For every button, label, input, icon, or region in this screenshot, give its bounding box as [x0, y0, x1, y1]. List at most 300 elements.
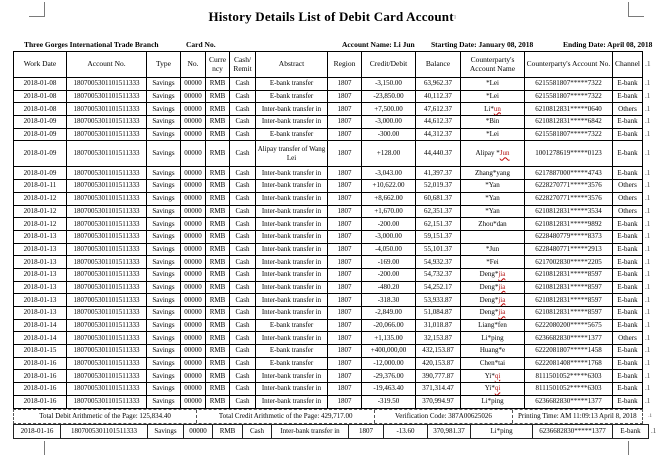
cell-account-no: 1807005301101511333: [67, 218, 147, 231]
cell-balance: 55,101.37: [416, 243, 461, 256]
cell-cp-account-name: *Yan: [461, 205, 525, 218]
total-debit: Total Debit Arithmetic of the Page: 125,834.40: [39, 412, 171, 420]
cell-cp-account-name: Alipay *Jun: [461, 141, 525, 167]
cell-balance: 44,612.37: [416, 116, 461, 129]
cell-cp-account-no: 8111501052*****6303: [525, 370, 613, 383]
cell-cp-account-no: 6222081807*****1458: [525, 345, 613, 358]
paragraph-mark: .1: [645, 270, 651, 279]
cell-no: 00000: [181, 192, 206, 205]
cell-cp-account-no: 6215581807*****7322: [525, 128, 613, 141]
paragraph-mark: .1: [645, 321, 651, 330]
cell-abstract: Inter-bank transfer in: [256, 243, 328, 256]
cell-no: 00000: [181, 332, 206, 345]
cell-currency: RMB: [206, 319, 230, 332]
cell-type: Savings: [147, 294, 181, 307]
cell-no: 00000: [181, 370, 206, 383]
cell-cp-account-name: *Lei: [461, 78, 525, 91]
cell-type: Savings: [147, 383, 181, 396]
cell-region: 1807: [328, 128, 362, 141]
cell-account-no: 1807005301101511333: [67, 78, 147, 91]
table-row: [14, 357, 654, 370]
cell-channel: E-bank: [613, 307, 643, 320]
cell-balance: 44,440.37: [416, 141, 461, 167]
cell-credit-debit: +10,622.00: [362, 180, 416, 193]
cell-currency: RMB: [206, 230, 230, 243]
cell-work-date: 2018-01-16: [14, 383, 67, 396]
cell-abstract: Inter-bank transfer in: [256, 256, 328, 269]
cell-abstract: Inter-bank transfer in: [256, 383, 328, 396]
header-abstract: Abstract: [256, 52, 328, 78]
cell-cash-remit: Cash: [230, 167, 256, 180]
cell-credit-debit: -480.20: [362, 281, 416, 294]
cell-region: 1807: [328, 383, 362, 396]
cell-abstract: E-bank transfer: [256, 78, 328, 91]
cell-channel: E-bank: [613, 78, 643, 91]
cell-balance: 51,084.87: [416, 307, 461, 320]
cell-channel: E-bank: [613, 425, 649, 439]
cell-cp-account-name: Zhou*dan: [461, 218, 525, 231]
cell-cp-account-name: Li*ping: [461, 395, 525, 408]
cell-abstract: Inter-bank transfer in: [256, 116, 328, 129]
cell-cp-account-no: 6228480779*****8373: [525, 230, 613, 243]
cell-balance: 32,153.87: [416, 332, 461, 345]
cell-region: 1807: [328, 256, 362, 269]
cell-credit-debit: +8,662.00: [362, 192, 416, 205]
cell-cp-account-no: 6210812831*****8597: [525, 307, 613, 320]
cell-cash-remit: Cash: [230, 180, 256, 193]
cell-currency: RMB: [213, 425, 243, 439]
cell-work-date: 2018-01-16: [14, 357, 67, 370]
cell-currency: RMB: [206, 78, 230, 91]
cell-no: 00000: [181, 167, 206, 180]
cell-cash-remit: Cash: [230, 90, 256, 103]
cell-balance: 390,777.87: [416, 370, 461, 383]
cell-cp-account-no: 6210812831*****9892: [525, 218, 613, 231]
cell-type: Savings: [147, 319, 181, 332]
red-annotation-mark: jia: [498, 295, 506, 304]
table-row: [14, 383, 654, 396]
cell-abstract: Inter-bank transfer in: [256, 281, 328, 294]
cell-type: Savings: [147, 230, 181, 243]
cell-work-date: 2018-01-09: [14, 167, 67, 180]
header-account-no: Account No.: [67, 52, 147, 78]
paragraph-mark: .1: [645, 371, 651, 380]
cell-cash-remit: Cash: [230, 192, 256, 205]
cell-account-no: 1807005301101511333: [67, 230, 147, 243]
paragraph-mark: .1: [645, 257, 651, 266]
cell-work-date: 2018-01-09: [14, 128, 67, 141]
cell-abstract: Inter-bank transfer in: [256, 180, 328, 193]
cell-cp-account-no: 8111501052*****6303: [525, 383, 613, 396]
cell-currency: RMB: [206, 256, 230, 269]
cell-account-no: 1807005301101511333: [67, 243, 147, 256]
cell-cp-account-no: 6228270771*****3576: [525, 180, 613, 193]
cell-cp-account-name: Li*un: [461, 103, 525, 116]
cell-abstract: Inter-bank transfer in: [256, 307, 328, 320]
cell-account-no: 1807005301101511333: [67, 345, 147, 358]
cell-type: Savings: [147, 78, 181, 91]
cell-type: Savings: [147, 218, 181, 231]
cell-credit-debit: -200.00: [362, 218, 416, 231]
cell-balance: 52,019.37: [416, 180, 461, 193]
page-totals-footer: [13, 409, 652, 424]
header-credit-debit: Credit/Debit: [362, 52, 416, 78]
paragraph-mark: .1: [645, 282, 651, 291]
cell-type: Savings: [147, 281, 181, 294]
cell-type: Savings: [147, 357, 181, 370]
cell-currency: RMB: [206, 370, 230, 383]
cell-type: Savings: [147, 256, 181, 269]
ending-date: Ending Date: April 08, 2018: [563, 40, 653, 49]
table-row: [14, 395, 654, 408]
cell-work-date: 2018-01-13: [14, 268, 67, 281]
cell-channel: E-bank: [613, 281, 643, 294]
cell-no: 00000: [181, 180, 206, 193]
cell-account-no: 1807005301101511333: [67, 357, 147, 370]
cell-no: 00000: [181, 357, 206, 370]
cell-channel: E-bank: [613, 141, 643, 167]
table-row: [14, 180, 654, 193]
red-annotation-mark: qi: [494, 384, 501, 393]
cell-channel: E-bank: [613, 256, 643, 269]
cell-cp-account-no: 6210812831*****8597: [525, 294, 613, 307]
cell-region: 1807: [328, 319, 362, 332]
red-annotation-mark: qi: [494, 371, 501, 380]
cell-channel: E-bank: [613, 357, 643, 370]
cell-region: 1807: [328, 192, 362, 205]
cell-cp-account-no: 6222081408*****1768: [525, 357, 613, 370]
cell-region: 1807: [328, 332, 362, 345]
cell-currency: RMB: [206, 167, 230, 180]
paragraph-mark: .1: [648, 414, 652, 419]
table-row: [14, 103, 654, 116]
cell-credit-debit: -19,463.40: [362, 383, 416, 396]
cell-currency: RMB: [206, 357, 230, 370]
cell-cash-remit: Cash: [230, 78, 256, 91]
card-no-label: Card No.: [186, 40, 216, 49]
cell-account-no: 1807005301101511333: [67, 103, 147, 116]
cell-no: 00000: [184, 425, 213, 439]
header-no: No.: [181, 52, 206, 78]
cell-type: Savings: [147, 128, 181, 141]
cell-channel: Others: [613, 103, 643, 116]
red-annotation-mark: Jun: [499, 149, 510, 158]
table-row: [14, 116, 654, 129]
cell-region: 1807: [328, 90, 362, 103]
cell-balance: 31,018.87: [416, 319, 461, 332]
cell-abstract: Inter-bank transfer in: [256, 230, 328, 243]
cell-region: 1807: [328, 167, 362, 180]
cell-account-no: 1807005301101511333: [67, 90, 147, 103]
cell-cp-account-name: Yi*qi: [461, 370, 525, 383]
table-row: [14, 192, 654, 205]
cell-work-date: 2018-01-13: [14, 230, 67, 243]
cell-cp-account-no: 6215581807*****7322: [525, 78, 613, 91]
cell-account-no: 1807005301101511333: [67, 256, 147, 269]
cell-region: 1807: [328, 180, 362, 193]
cell-cp-account-name: Chen*tai: [461, 357, 525, 370]
cell-cp-account-name: *Bin: [461, 116, 525, 129]
paragraph-mark: .1: [645, 181, 651, 190]
header-work-date: Work Date: [14, 52, 67, 78]
cell-no: 00000: [181, 78, 206, 91]
cell-credit-debit: -13.60: [384, 425, 428, 439]
cell-cash-remit: Cash: [230, 294, 256, 307]
cell-cash-remit: Cash: [230, 332, 256, 345]
cell-channel: E-bank: [613, 90, 643, 103]
cell-currency: RMB: [206, 307, 230, 320]
cell-region: 1807: [328, 103, 362, 116]
red-annotation-mark: jia: [498, 270, 506, 279]
cell-work-date: 2018-01-09: [14, 141, 67, 167]
cell-abstract: Inter-bank transfer in: [256, 205, 328, 218]
cell-account-no: 1807005301101511333: [67, 395, 147, 408]
cell-cash-remit: Cash: [230, 256, 256, 269]
cell-account-no: 1807005301101511333: [67, 116, 147, 129]
table-row: [14, 281, 654, 294]
cell-cp-account-name: Liang*fen: [461, 319, 525, 332]
cell-cp-account-no: 6217002830*****2205: [525, 256, 613, 269]
table-row: [14, 128, 654, 141]
cell-cp-account-name: Zhang*yang: [461, 167, 525, 180]
cell-abstract: E-bank transfer: [256, 345, 328, 358]
cell-currency: RMB: [206, 141, 230, 167]
cell-cp-account-no: 6236682830*****1377: [533, 425, 613, 439]
table-row: [14, 294, 654, 307]
cell-cash-remit: Cash: [230, 103, 256, 116]
cell-type: Savings: [147, 307, 181, 320]
cell-credit-debit: +7,500.00: [362, 103, 416, 116]
cell-type: Savings: [147, 167, 181, 180]
cell-account-no: 1807005301101511333: [67, 294, 147, 307]
cell-work-date: 2018-01-12: [14, 192, 67, 205]
cell-cp-account-no: 6210812831*****8597: [525, 281, 613, 294]
cell-currency: RMB: [206, 294, 230, 307]
cell-cp-account-no: 6217887000*****4743: [525, 167, 613, 180]
cell-cp-account-no: 6228480771*****2913: [525, 243, 613, 256]
cell-balance: 62,351.37: [416, 205, 461, 218]
cell-type: Savings: [147, 205, 181, 218]
cell-cash-remit: Cash: [230, 319, 256, 332]
cell-abstract: Alipay transfer of Wang Lei: [256, 141, 328, 167]
cell-work-date: 2018-01-16: [14, 395, 67, 408]
paragraph-mark: .1: [645, 295, 651, 304]
cell-cp-account-name: Yi*qi: [461, 383, 525, 396]
cell-work-date: 2018-01-16: [14, 370, 67, 383]
cell-region: 1807: [328, 345, 362, 358]
cell-cash-remit: Cash: [230, 307, 256, 320]
cell-type: Savings: [147, 141, 181, 167]
paragraph-mark: .1: [645, 397, 651, 406]
cell-balance: 59,151.37: [416, 230, 461, 243]
header-currency: Curre ncy: [206, 52, 230, 78]
paragraph-mark: .1: [645, 346, 651, 355]
cell-cp-account-no: 6215581807*****7322: [525, 90, 613, 103]
cell-credit-debit: -23,850.00: [362, 90, 416, 103]
cell-region: 1807: [328, 268, 362, 281]
cell-no: 00000: [181, 116, 206, 129]
cell-cp-account-no: 6210812831*****3534: [525, 205, 613, 218]
cell-balance: 420,153.87: [416, 357, 461, 370]
cell-no: 00000: [181, 395, 206, 408]
paragraph-mark: .1: [645, 130, 651, 139]
cell-channel: E-bank: [613, 116, 643, 129]
cell-no: 00000: [181, 90, 206, 103]
cell-balance: 371,314.47: [416, 383, 461, 396]
cell-region: 1807: [328, 307, 362, 320]
account-name: Account Name: Li Jun: [342, 40, 415, 49]
table-header: [14, 52, 654, 78]
cell-no: 00000: [181, 383, 206, 396]
cell-cp-account-name: *Lei: [461, 128, 525, 141]
cell-type: Savings: [147, 268, 181, 281]
cell-currency: RMB: [206, 383, 230, 396]
cell-cp-account-no: 6236682830*****1377: [525, 332, 613, 345]
cell-credit-debit: -3,150.00: [362, 78, 416, 91]
cell-no: 00000: [181, 141, 206, 167]
cell-type: Savings: [147, 116, 181, 129]
cell-channel: Others: [613, 192, 643, 205]
table-row: [14, 345, 654, 358]
cell-abstract: Inter-bank transfer in: [256, 370, 328, 383]
cell-work-date: 2018-01-08: [14, 103, 67, 116]
cell-work-date: 2018-01-12: [14, 205, 67, 218]
cell-credit-debit: -169.00: [362, 256, 416, 269]
cell-cash-remit: Cash: [230, 395, 256, 408]
paragraph-mark: .1: [645, 168, 651, 177]
cell-work-date: 2018-01-14: [14, 319, 67, 332]
cell-work-date: 2018-01-16: [14, 425, 61, 439]
cell-cash-remit: Cash: [230, 116, 256, 129]
cell-balance: 41,397.37: [416, 167, 461, 180]
cell-cash-remit: Cash: [230, 230, 256, 243]
paragraph-mark: .1: [645, 232, 651, 241]
cell-work-date: 2018-01-13: [14, 281, 67, 294]
cell-cp-account-no: 6222080200*****5675: [525, 319, 613, 332]
cell-credit-debit: -3,000.00: [362, 230, 416, 243]
cell-region: 1807: [328, 78, 362, 91]
cell-region: 1807: [328, 230, 362, 243]
continuation-table: [13, 424, 661, 439]
cell-work-date: 2018-01-13: [14, 256, 67, 269]
cell-currency: RMB: [206, 243, 230, 256]
paragraph-mark: .1: [645, 79, 651, 88]
table-row: [14, 78, 654, 91]
cell-channel: E-bank: [613, 243, 643, 256]
cell-region: 1807: [328, 218, 362, 231]
cell-cp-account-name: *Fei: [461, 256, 525, 269]
paragraph-mark: .1: [645, 384, 651, 393]
verification-code: Verification Code: 387A00625026: [374, 410, 511, 423]
cell-currency: RMB: [206, 332, 230, 345]
cell-work-date: 2018-01-09: [14, 116, 67, 129]
table-row: [14, 167, 654, 180]
cell-balance: 54,732.37: [416, 268, 461, 281]
cell-account-no: 1807005301101511333: [67, 370, 147, 383]
cell-no: 00000: [181, 103, 206, 116]
table-row: [14, 218, 654, 231]
cell-currency: RMB: [206, 395, 230, 408]
cell-cash-remit: Cash: [230, 357, 256, 370]
cell-region: 1807: [328, 141, 362, 167]
cell-work-date: 2018-01-14: [14, 332, 67, 345]
cell-abstract: E-bank transfer: [256, 357, 328, 370]
cell-type: Savings: [147, 345, 181, 358]
red-annotation-mark: un: [493, 104, 501, 113]
cell-account-no: 1807005301101511333: [67, 180, 147, 193]
cell-region: 1807: [328, 294, 362, 307]
cell-abstract: Inter-bank transfer in: [256, 218, 328, 231]
cell-cp-account-name: Huang*e: [461, 345, 525, 358]
cell-no: 00000: [181, 319, 206, 332]
cell-credit-debit: +400,000,00: [362, 345, 416, 358]
table-row: [14, 230, 654, 243]
cell-channel: E-bank: [613, 395, 643, 408]
cell-type: Savings: [147, 395, 181, 408]
cell-cash-remit: Cash: [230, 370, 256, 383]
cell-credit-debit: +1,135.00: [362, 332, 416, 345]
cell-abstract: Inter-bank transfer in: [256, 395, 328, 408]
red-annotation-mark: jia: [498, 308, 506, 317]
cell-currency: RMB: [206, 192, 230, 205]
cell-account-no: 1807005301101511333: [67, 205, 147, 218]
cell-channel: E-bank: [613, 218, 643, 231]
cell-balance: 54,932.37: [416, 256, 461, 269]
cell-cash-remit: Cash: [230, 383, 256, 396]
cell-account-no: 1807005301101511333: [67, 319, 147, 332]
cell-credit-debit: -200.00: [362, 268, 416, 281]
header-cp-account-no: Counterparty's Account No.: [525, 52, 613, 78]
header-region: Region: [328, 52, 362, 78]
table-row: [14, 307, 654, 320]
red-annotation-mark: jia: [498, 282, 506, 291]
cell-cash-remit: Cash: [230, 218, 256, 231]
cell-region: 1807: [328, 205, 362, 218]
cell-abstract: E-bank transfer: [256, 128, 328, 141]
paragraph-mark: .1: [645, 59, 651, 69]
cell-no: 00000: [181, 128, 206, 141]
cell-abstract: Inter-bank transfer in: [256, 103, 328, 116]
cell-type: Savings: [147, 103, 181, 116]
cell-cp-account-name: Deng*jia: [461, 281, 525, 294]
cell-abstract: E-bank transfer: [256, 90, 328, 103]
cell-cp-account-name: [461, 230, 525, 243]
paragraph-mark: .1: [645, 308, 651, 317]
paragraph-mark: 1: [453, 15, 457, 21]
cell-account-no: 1807005301101511333: [67, 167, 147, 180]
cell-work-date: 2018-01-11: [14, 180, 67, 193]
paragraph-mark: .1: [645, 333, 651, 342]
cell-credit-debit: -2,849.00: [362, 307, 416, 320]
cell-region: 1807: [328, 357, 362, 370]
cell-credit-debit: -20,066.00: [362, 319, 416, 332]
cell-work-date: 2018-01-08: [14, 78, 67, 91]
cell-account-no: 1807005301101511333: [61, 425, 148, 439]
cell-account-no: 1807005301101511333: [67, 307, 147, 320]
cell-no: 00000: [181, 256, 206, 269]
cell-cp-account-no: 6236682830*****1377: [525, 395, 613, 408]
cell-abstract: Inter-bank transfer in: [256, 268, 328, 281]
history-table: [13, 51, 654, 409]
cell-work-date: 2018-01-13: [14, 243, 67, 256]
cell-credit-debit: +128.00: [362, 141, 416, 167]
total-credit: Total Credit Arithmetic of the Page: 429,717.00: [196, 410, 374, 423]
cell-currency: RMB: [206, 90, 230, 103]
cell-channel: E-bank: [613, 370, 643, 383]
paragraph-mark: .1: [645, 92, 651, 101]
cell-type: Savings: [147, 243, 181, 256]
cell-cash-remit: Cash: [230, 281, 256, 294]
